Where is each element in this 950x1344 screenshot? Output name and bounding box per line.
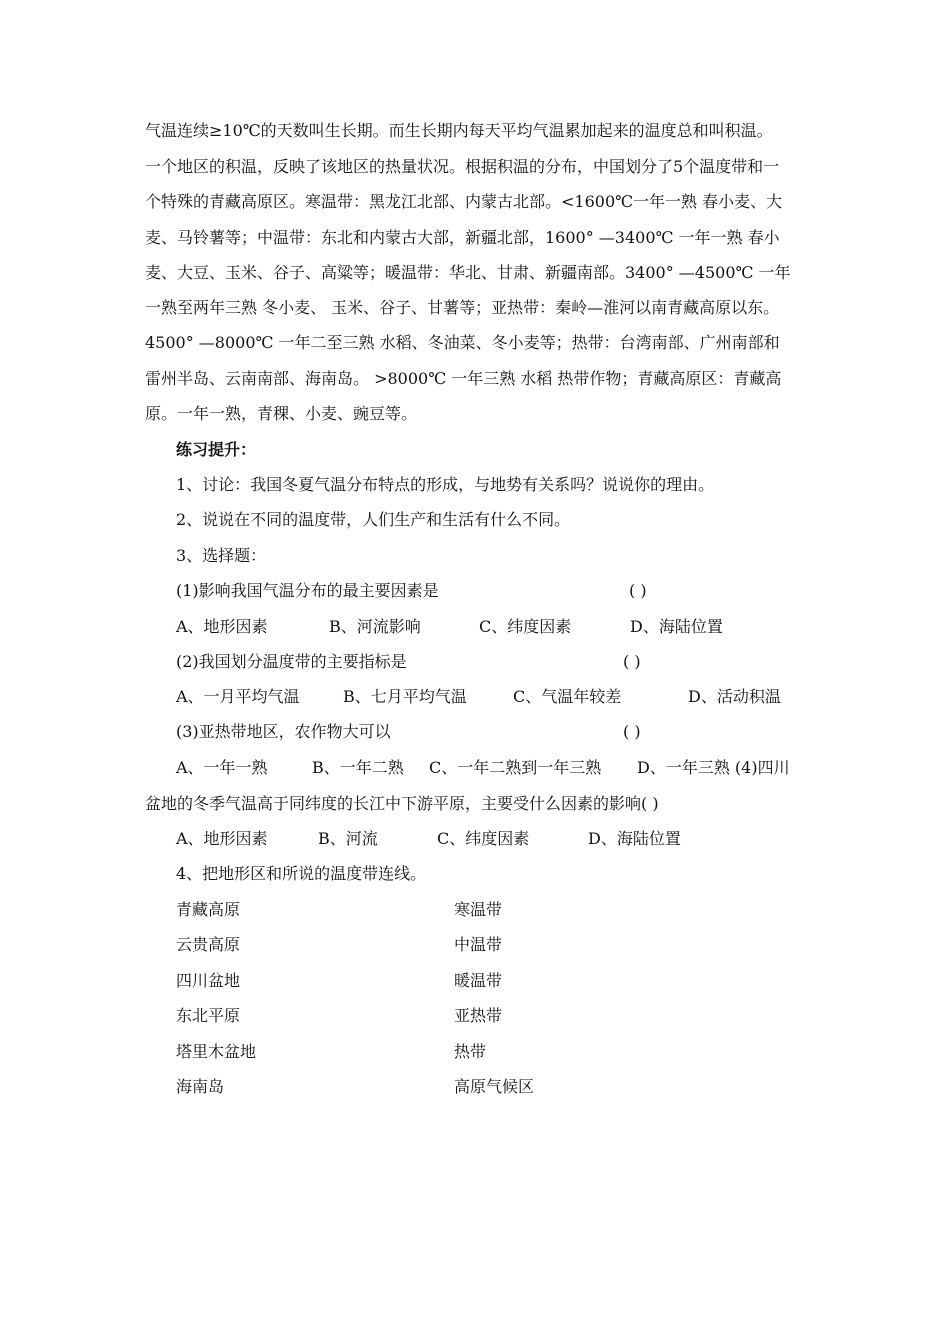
option-d[interactable]: D、海陆位置 [630, 617, 723, 636]
sub-question-2-stem: (2)我国划分温度带的主要指标是 [176, 652, 407, 671]
option-a[interactable]: A、一年一熟 [176, 758, 268, 777]
question-3: 3、选择题： [176, 546, 267, 565]
option-c[interactable]: C、纬度因素 [437, 829, 530, 848]
intro-line: 原。一年一熟，青稞、小麦、豌豆等。 [145, 404, 418, 423]
option-d[interactable]: D、活动积温 [688, 687, 781, 706]
practice-heading: 练习提升： [176, 440, 257, 459]
region-item[interactable]: 青藏高原 [176, 900, 241, 919]
region-item[interactable]: 海南岛 [176, 1077, 225, 1096]
intro-line: 一熟至两年三熟 冬小麦、 玉米、谷子、甘薯等；亚热带：秦岭—淮河以南青藏高原以东。 [145, 298, 780, 317]
region-item[interactable]: 塔里木盆地 [176, 1042, 257, 1061]
intro-line: 4500° —8000℃ 一年二至三熟 水稻、冬油菜、冬小麦等；热带：台湾南部、广州南部和 [145, 333, 780, 352]
option-d[interactable]: D、一年三熟 (4)四川 [637, 758, 790, 777]
region-item[interactable]: 东北平原 [176, 1006, 241, 1025]
zone-item[interactable]: 寒温带 [454, 900, 503, 919]
option-a[interactable]: A、地形因素 [176, 829, 268, 848]
region-item[interactable]: 四川盆地 [176, 971, 241, 990]
question-4: 4、把地形区和所说的温度带连线。 [176, 864, 427, 883]
intro-line: 麦、马铃薯等；中温带：东北和内蒙古大部，新疆北部，1600° —3400℃ 一年一熟 春小 [145, 228, 780, 247]
intro-line: 一个地区的积温，反映了该地区的热量状况。根据积温的分布，中国划分了5个温度带和一 [145, 157, 780, 176]
option-c[interactable]: C、气温年较差 [513, 687, 622, 706]
option-b[interactable]: B、河流影响 [329, 617, 421, 636]
option-a[interactable]: A、一月平均气温 [176, 687, 300, 706]
option-b[interactable]: B、一年二熟 [312, 758, 404, 777]
sub-question-4-stem: 盆地的冬季气温高于同纬度的长江中下游平原，主要受什么因素的影响( ) [145, 794, 659, 813]
zone-item[interactable]: 暖温带 [454, 971, 503, 990]
answer-blank[interactable]: ( ) [623, 722, 641, 741]
question-2: 2、说说在不同的温度带，人们生产和生活有什么不同。 [176, 510, 571, 529]
answer-blank[interactable]: ( ) [629, 581, 647, 600]
option-b[interactable]: B、河流 [318, 829, 378, 848]
sub-question-1-stem: (1)影响我国气温分布的最主要因素是 [176, 581, 439, 600]
option-b[interactable]: B、七月平均气温 [343, 687, 467, 706]
option-c[interactable]: C、一年二熟到一年三熟 [429, 758, 602, 777]
sub-question-3-stem: (3)亚热带地区，农作物大可以 [176, 722, 391, 741]
intro-line: 个特殊的青藏高原区。寒温带：黑龙江北部、内蒙古北部。<1600℃一年一熟 春小麦、大 [145, 192, 783, 211]
zone-item[interactable]: 亚热带 [454, 1006, 503, 1025]
zone-item[interactable]: 高原气候区 [454, 1077, 535, 1096]
intro-line: 气温连续≥10℃的天数叫生长期。而生长期内每天平均气温累加起来的温度总和叫积温。 [145, 121, 773, 140]
question-1: 1、讨论：我国冬夏气温分布特点的形成，与地势有关系吗？说说你的理由。 [176, 475, 715, 494]
intro-line: 麦、大豆、玉米、谷子、高粱等；暖温带：华北、甘肃、新疆南部。3400° —4500℃ 一年 [145, 263, 791, 282]
option-a[interactable]: A、地形因素 [176, 617, 268, 636]
zone-item[interactable]: 中温带 [454, 935, 503, 954]
option-d[interactable]: D、海陆位置 [588, 829, 681, 848]
option-c[interactable]: C、纬度因素 [479, 617, 572, 636]
zone-item[interactable]: 热带 [454, 1042, 487, 1061]
answer-blank[interactable]: ( ) [623, 652, 641, 671]
region-item[interactable]: 云贵高原 [176, 935, 241, 954]
intro-line: 雷州半岛、云南南部、海南岛。 >8000℃ 一年三熟 水稻 热带作物；青藏高原区：青藏高 [145, 369, 782, 388]
